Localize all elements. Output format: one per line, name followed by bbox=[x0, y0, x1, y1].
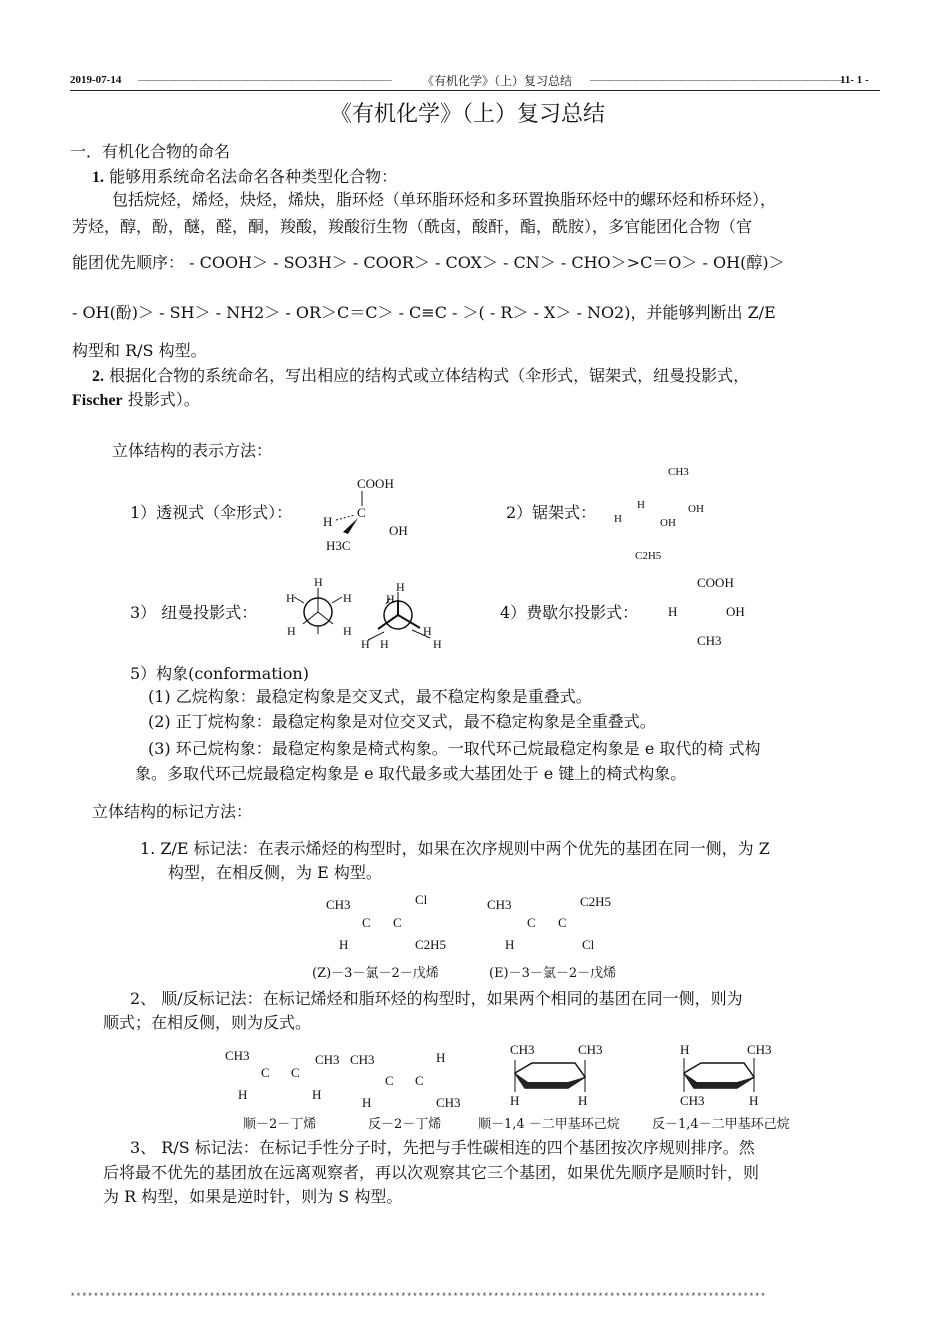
conformation-title: 5）构象(conformation) bbox=[130, 664, 309, 683]
ring1-h-left: H bbox=[510, 1093, 520, 1108]
cis-trans-rule-line-1: 2、 顺/反标记法：在标记烯烃和脂环烃的构型时，如果两个相同的基团在同一侧，则为 bbox=[130, 989, 743, 1008]
para-line-1: 包括烷烃，烯烃，炔烃，烯炔，脂环烃（单环脂环烃和多环置换脂环烃中的螺环烃和桥环烃）， bbox=[112, 190, 777, 209]
rs-rule-line-3: 为 R 构型，如果是逆时针，则为 S 构型。 bbox=[103, 1187, 403, 1206]
item-1-number: 1. bbox=[92, 169, 104, 186]
wedge-h3c: H3C bbox=[326, 538, 351, 553]
newman2-h-top: H bbox=[396, 580, 405, 594]
wedge-oh: OH bbox=[389, 523, 408, 538]
para-line-3: 能团优先顺序： - COOH＞ - SO3H＞ - COOR＞ - COX＞ - CN＞ - CHO＞>C＝O＞ - OH(醇)＞ bbox=[72, 253, 785, 272]
header-rule-left: ———————————————————————————— bbox=[138, 74, 390, 86]
method-3-label: 3） 纽曼投影式： bbox=[130, 603, 258, 622]
sawhorse-ch3: CH3 bbox=[668, 466, 689, 478]
header-page-number: 11- 1 - bbox=[840, 74, 869, 86]
method-2-label: 2）锯架式： bbox=[506, 503, 597, 522]
item-2-line-2-text: 投影式）。 bbox=[122, 390, 200, 409]
header-title: 《有机化学》（上）复习总结 bbox=[422, 74, 573, 88]
cis-ch3-b: CH3 bbox=[315, 1052, 340, 1067]
item-1-text: 能够用系统命名法命名各种类型化合物： bbox=[109, 167, 398, 186]
newman1-h-right: H bbox=[343, 591, 352, 605]
stereo-marking-heading: 立体结构的标记方法： bbox=[92, 802, 253, 821]
cis-ch3-a: CH3 bbox=[225, 1048, 250, 1063]
wedge-carbon: C bbox=[357, 505, 366, 520]
z-cl: Cl bbox=[415, 892, 428, 907]
para-line-4: - OH(酚)＞ - SH＞ - NH2＞ - OR＞C＝C＞ - C≡C - ＞( - R＞ - X＞ - NO2)，并能够判断出 Z/E bbox=[72, 303, 776, 322]
cis-h1: H bbox=[238, 1087, 248, 1102]
fischer-h: H bbox=[668, 604, 678, 619]
rs-rule-line-1: 3、 R/S 标记法：在标记手性分子时，先把与手性碳相连的四个基团按次序规则排序。然 bbox=[130, 1138, 755, 1157]
sawhorse-h1: H bbox=[637, 499, 645, 511]
wedge-h: H bbox=[323, 514, 333, 529]
fischer-ch3: CH3 bbox=[697, 633, 722, 648]
cis-trans-rule-line-2: 顺式；在相反侧，则为反式。 bbox=[103, 1013, 312, 1032]
ring2-ch3-top: CH3 bbox=[747, 1042, 772, 1057]
caption-cis-butene: 顺－2－丁烯 bbox=[243, 1117, 317, 1132]
fischer-word: Fischer bbox=[72, 392, 123, 409]
conformation-item-1: (1) 乙烷构象：最稳定构象是交叉式，最不稳定构象是重叠式。 bbox=[148, 687, 592, 706]
fischer-cooh: COOH bbox=[697, 575, 734, 590]
cis-h2: H bbox=[312, 1087, 322, 1102]
caption-trans-dimethylcyclohexane: 反－1,4－二甲基环己烷 bbox=[652, 1117, 790, 1132]
ring2-h-top: H bbox=[680, 1042, 690, 1057]
e-c2h5: C2H5 bbox=[580, 894, 612, 909]
conformation-item-3-cont: 象。多取代环己烷最稳定构象是 e 取代最多或大基团处于 e 键上的椅式构象。 bbox=[135, 764, 687, 783]
newman2-h-right: H bbox=[423, 624, 432, 638]
sawhorse-c2h5: C2H5 bbox=[635, 550, 662, 562]
item-2-text: 根据化合物的系统命名，写出相应的结构式或立体结构式（伞形式，锯架式，纽曼投影式， bbox=[109, 366, 750, 385]
ring1-ch3-left: CH3 bbox=[510, 1042, 535, 1057]
newman2-h-left: H bbox=[386, 592, 395, 606]
conformation-item-3: (3) 环己烷构象：最稳定构象是椅式构象。一取代环己烷最稳定构象是 e 取代的椅 式构 bbox=[148, 739, 761, 758]
method-1-label: 1）透视式（伞形式）： bbox=[130, 503, 293, 522]
trans-ch3-a: CH3 bbox=[350, 1052, 375, 1067]
trans-h-bottom: H bbox=[362, 1095, 372, 1110]
header-date: 2019-07-14 bbox=[70, 74, 122, 86]
z-c1: C bbox=[362, 915, 371, 930]
method-4-label: 4）费歇尔投影式： bbox=[500, 603, 639, 622]
sawhorse-h2: H bbox=[614, 513, 622, 525]
sawhorse-oh1: OH bbox=[688, 503, 704, 515]
para-line-5: 构型和 R/S 构型。 bbox=[72, 341, 207, 360]
e-c2: C bbox=[558, 915, 567, 930]
ze-rule-line-2: 构型，在相反侧，为 E 构型。 bbox=[168, 863, 382, 882]
footer-divider: ************************************************************************************************************************ bbox=[70, 1292, 767, 1302]
e-ch3: CH3 bbox=[487, 897, 512, 912]
z-c2h5: C2H5 bbox=[415, 937, 447, 952]
caption-cis-dimethylcyclohexane: 顺－1,4 －二甲基环己烷 bbox=[478, 1117, 620, 1132]
page-title: 《有机化学》（上）复习总结 bbox=[330, 102, 606, 127]
cis-c2: C bbox=[291, 1065, 300, 1080]
z-ch3: CH3 bbox=[326, 897, 351, 912]
newman1-h-top: H bbox=[314, 575, 323, 589]
section-heading-naming: 一．有机化合物的命名 bbox=[70, 142, 231, 161]
conformation-item-2: (2) 正丁烷构象：最稳定构象是对位交叉式，最不稳定构象是全重叠式。 bbox=[148, 712, 656, 731]
ring1-h-right: H bbox=[578, 1093, 588, 1108]
z-h: H bbox=[339, 937, 349, 952]
newman1-h-bottom-left: H bbox=[287, 624, 296, 638]
newman2-h-b1: H bbox=[361, 637, 370, 651]
trans-c1: C bbox=[385, 1073, 394, 1088]
header-rule-right: ———————————————————————————— bbox=[590, 74, 842, 86]
ze-rule-line-1: 1. Z/E 标记法：在表示烯烃的构型时，如果在次序规则中两个优先的基团在同一侧，为 Z bbox=[140, 839, 770, 858]
para-line-2: 芳烃，醇，酚，醚，醛，酮，羧酸，羧酸衍生物（酰卤，酸酐，酯，酰胺），多官能团化合物（官 bbox=[72, 217, 753, 236]
newman1-h-bottom-right: H bbox=[343, 624, 352, 638]
trans-h-top: H bbox=[436, 1050, 446, 1065]
item-2-number: 2. bbox=[92, 368, 104, 385]
newman1-h-left: H bbox=[286, 591, 295, 605]
e-h: H bbox=[505, 937, 515, 952]
ring1-ch3-right: CH3 bbox=[578, 1042, 603, 1057]
e-cl: Cl bbox=[582, 937, 595, 952]
fischer-oh: OH bbox=[726, 604, 745, 619]
wedge-cooh: COOH bbox=[357, 476, 394, 491]
e-c1: C bbox=[527, 915, 536, 930]
stereo-representation-heading: 立体结构的表示方法： bbox=[112, 441, 273, 460]
sawhorse-oh2: OH bbox=[660, 517, 676, 529]
ring2-ch3-bottom: CH3 bbox=[680, 1093, 705, 1108]
ring2-h-bottom: H bbox=[749, 1093, 759, 1108]
cis-c1: C bbox=[261, 1065, 270, 1080]
trans-ch3-b: CH3 bbox=[436, 1095, 461, 1110]
z-c2: C bbox=[393, 915, 402, 930]
newman2-h-b3: H bbox=[433, 637, 442, 651]
trans-c2: C bbox=[415, 1073, 424, 1088]
rs-rule-line-2: 后将最不优先的基团放在远离观察者，再以次观察其它三个基团，如果优先顺序是顺时针，则 bbox=[103, 1163, 760, 1182]
z-caption: (Z)－3－氯－2－戊烯 bbox=[312, 966, 439, 981]
e-caption: (E)－3－氯－2－戊烯 bbox=[489, 966, 617, 981]
caption-trans-butene: 反－2－丁烯 bbox=[368, 1117, 442, 1132]
newman2-h-b2: H bbox=[380, 637, 389, 651]
